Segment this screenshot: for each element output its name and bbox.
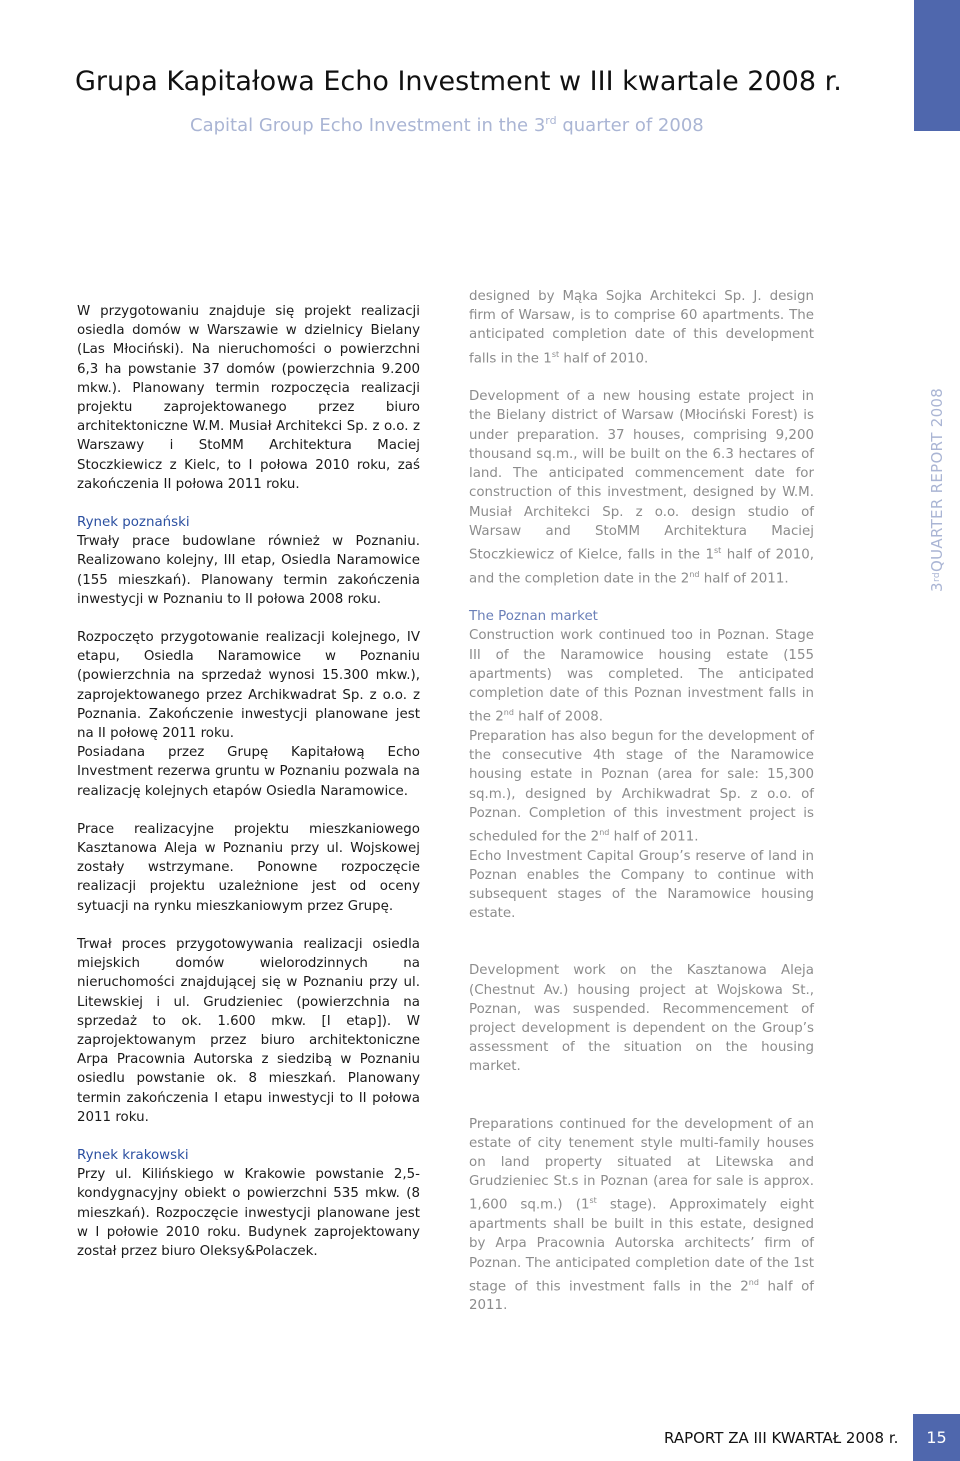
paragraph-en-poznan-stage4: Preparation has also begun for the development of the consecutive 4th stage of the Naramowice housing estate in Poznan (area for sale: 15,300 sq.m.), designed by Archikwadrat Sp. z o.o. of Poznan. Completion of this investment project is scheduled for the 2nd half of 2011. xyxy=(469,728,814,845)
page-number: 15 xyxy=(913,1414,960,1461)
side-report-label: 3 rd QUARTER REPORT 2008 xyxy=(928,388,946,592)
paragraph-en-litewska: Preparations continued for the development of an estate of city tenement style multi-family houses on land property situated at Litewska and Grudzieniec St.s in Poznan (area for sale is approx. 1,600 sq.m.) (1st stage). Approximately eight apartments shall be built in this estate, designed by Arpa Pracownia Autorska architects’ firm of Poznan. The anticipated completion date of the 1st stage of this investment falls in the 2nd half of 2011. xyxy=(469,1116,815,1314)
heading-krakow-market: Rynek krakowski xyxy=(77,1147,189,1163)
english-column xyxy=(469,287,814,1335)
paragraph-krakow: Przy ul. Kilińskiego w Krakowie powstanie 2,5-kondygnacyjny obiekt o powierzchni 535 mkw. (8 mieszkań). Rozpoczęcie inwestycji planowane jest w I połowie 2010 roku. Budynek zaprojektowany został przez biuro Oleksy&Polaczek. xyxy=(77,1167,420,1259)
paragraph-warsaw-bielany: W przygotowaniu znajduje się projekt realizacji osiedla domów w Warszawie w dzielnicy Bielany (Las Młociński). Na nieruchomości o powierzchni 6,3 ha powstanie 37 domów (powierzchnia 9.200 mkw.). Planowany termin rozpoczęcia realizacji projektu zaprojektowanego przez biuro architektoniczne W.M. Musiał Architekci Sp. z o.o. z Warszawy i StoMM Architektura Maciej Stoczkiewicz z Kielc, to I połowa 2010 roku, zaś zakończenia II połowa 2011 roku. xyxy=(77,304,420,492)
paragraph-litewska: Trwał proces przygotowywania realizacji osiedla miejskich domów wielorodzinnych na nieruchomości znajdującej się w Poznaniu przy ul. Litewskiej i ul. Grudzieniec (powierzchnia na sprzedaż to ok. 1.600 mkw. [I etap]). W zaprojektowanym przez biuro architektoniczne Arpa Pracownia Autorska z siedzibą w Poznaniu osiedlu powstanie ok. 8 mieszkań. Planowany termin zakończenia I etapu inwestycji to II połowa 2011 roku. xyxy=(77,936,420,1125)
heading-en-poznan-market: The Poznan market xyxy=(469,609,598,625)
footer-report-label: RAPORT ZA III KWARTAŁ 2008 r. xyxy=(664,1429,899,1447)
paragraph-en-poznan-stage3: Construction work continued too in Poznan. Stage III of the Naramowice housing estate (155 apartments) was completed. The anticipated completion date of this Poznan investment falls in the 2nd half of 2008. xyxy=(469,628,814,725)
paragraph-poznan-stage3: Trwały prace budowlane również w Poznaniu. Realizowano kolejny, III etap, Osiedla Naramowice (155 mieszkań). Planowany termin zakończenia inwestycji w Poznaniu to II połowa 2008 roku. xyxy=(77,534,420,607)
top-corner-tab xyxy=(914,0,960,131)
page-title: Grupa Kapitałowa Echo Investment w III kwartale 2008 r. xyxy=(75,66,842,97)
paragraph-en-poznan-reserve: Echo Investment Capital Group’s reserve of land in Poznan enables the Company to continue with subsequent stages of the Naramowice housing estate. xyxy=(469,848,814,922)
paragraph-poznan-reserve: Posiadana przez Grupę Kapitałową Echo Investment rezerwa gruntu w Poznaniu pozwala na realizację kolejnych etapów Osiedla Naramowice. xyxy=(77,745,420,799)
paragraph-en-kasztanowa: Development work on the Kasztanowa Aleja (Chestnut Av.) housing project at Wojskowa St., Poznan, was suspended. Recommencement of project development is dependent on the Group’s assessment of the situation on the housing market. xyxy=(469,963,814,1075)
paragraph-en-maka-sojka: designed by Mąka Sojka Architekci Sp. J. design firm of Warsaw, is to comprise 60 apartments. The anticipated completion date of this development falls in the 1st half of 2010. xyxy=(469,289,814,367)
page-subtitle: Capital Group Echo Investment in the 3rd quarter of 2008 xyxy=(190,114,704,136)
paragraph-poznan-stage4: Rozpoczęto przygotowanie realizacji kolejnego, IV etapu, Osiedla Naramowice w Poznaniu (powierzchnia na sprzedaż wynosi 15.300 mkw.), zaprojektowanego przez Archikwadrat Sp. z o.o. z Poznania. Zakończenie inwestycji planowane jest na II połowę 2011 roku. xyxy=(77,630,420,742)
polish-column xyxy=(77,302,420,1280)
paragraph-en-bielany: Development of a new housing estate project in the Bielany district of Warsaw (Młociński Forest) is under preparation. 37 houses, comprising 9,200 thousand sq.m., will be built on the 6.3 hectares of land. The anticipated commencement date for construction of this investment, designed by W.M. Musiał Architekci Sp. z o.o. design studio of Warsaw and StoMM Architektura Maciej Stoczkiewicz of Kielce, falls in the 1st half of 2010, and the completion date in the 2nd half of 2011. xyxy=(469,389,814,587)
heading-poznan-market: Rynek poznański xyxy=(77,515,190,531)
paragraph-kasztanowa: Prace realizacyjne projektu mieszkaniowego Kasztanowa Aleja w Poznaniu przy ul. Wojskowej zostały wstrzymane. Ponowne rozpoczęcie realizacji projektu uzależnione jest od oceny sytuacji na rynku mieszkaniowym przez Grupę. xyxy=(77,821,420,914)
